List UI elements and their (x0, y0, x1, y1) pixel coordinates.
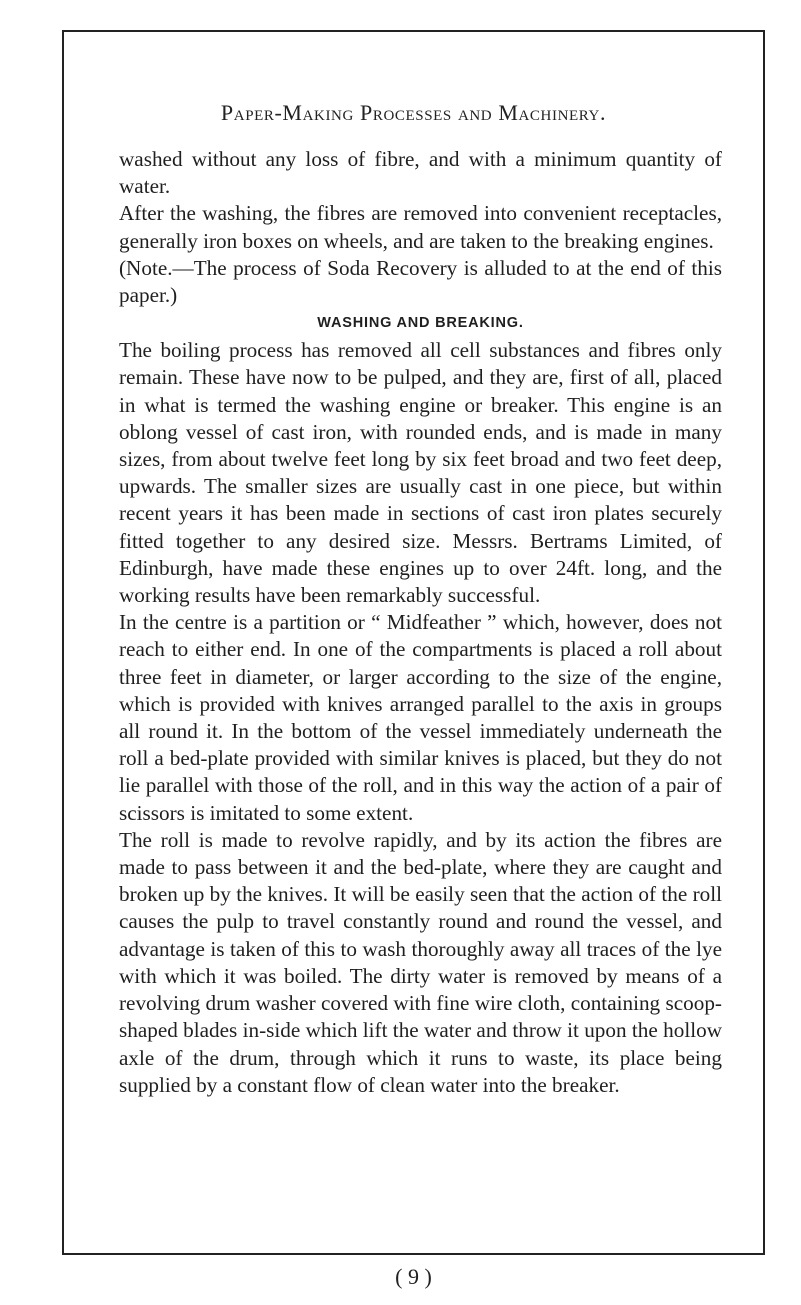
page-number: ( 9 ) (395, 1264, 432, 1289)
page-body (119, 146, 722, 1099)
section-heading: WASHING AND BREAKING. (317, 315, 524, 332)
running-head: Paper-Making Processes and Machinery. (220, 100, 607, 125)
paragraph-midfeather: In the centre is a partition or “ Midfeather ” which, however, does not reach to either end. In one of the compartments is placed a roll about three feet in diameter, or larger according to the size of the engine, which is provided with knives arranged parallel to the axis in groups all round it. In the bottom of the vessel immediately underneath the roll a bed-plate provided with similar knives is placed, but they do not lie parallel with those of the roll, and in this way the action of a pair of scissors is imitated to some extent. (119, 610, 722, 825)
paragraph-washing: After the washing, the fibres are removed into convenient receptacles, generally iron boxes on wheels, and are taken to the breaking engines. (119, 201, 722, 253)
page-border-top (62, 30, 765, 32)
page-border-right (763, 30, 765, 1255)
page-border-left (62, 30, 64, 1255)
paragraph-continued: washed without any loss of fibre, and with a minimum quantity of water. (119, 147, 722, 199)
paragraph-roll: The roll is made to revolve rapidly, and by its action the fibres are made to pass between it and the bed-plate, where they are caught and broken up by the knives. It will be easily seen that the action of the roll causes the pulp to travel constantly round and round the vessel, and advantage is taken of this to wash thoroughly away all traces of the lye with which it was boiled. The dirty water is removed by means of a revolving drum washer covered with fine wire cloth, containing scoop-shaped blades in-side which lift the water and throw it upon the hollow axle of the drum, through which it runs to waste, its place being supplied by a constant flow of clean water into the breaker. (119, 827, 722, 1097)
paragraph-note: (Note.—The process of Soda Recovery is alluded to at the end of this paper.) (119, 255, 722, 308)
page-border-bottom (62, 1253, 765, 1255)
paragraph-boiling: The boiling process has removed all cell substances and fibres only remain. These have now to be pulped, and they are, first of all, placed in what is termed the washing engine or breaker. This engine is an oblong vessel of cast iron, with rounded ends, and is made in many sizes, from about twelve feet long by six feet broad and two feet deep, upwards. The smaller sizes are usually cast in one piece, but within recent years it has been made in sections of cast iron plates securely fitted together to any desired size. Messrs. Bertrams Limited, of Edinburgh, have made these engines up to over 24ft. long, and the working results have been remarkably successful. (119, 338, 722, 608)
